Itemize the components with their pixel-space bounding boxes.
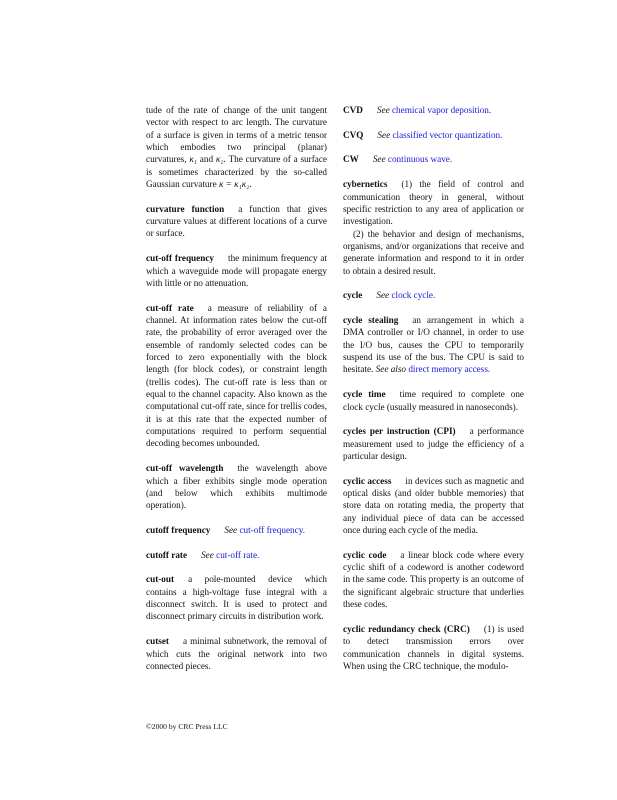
definition: time required to complete one clock cycle (usually measured in nanoseconds). (343, 389, 524, 412)
see-also-label: See also (375, 364, 407, 375)
entry-cvd (343, 104, 524, 116)
entry-cybernetics (343, 178, 524, 277)
entry-cutoff-frequency (146, 524, 327, 536)
definition: a measure of reliability of a channel. At information rates below the cut-off rate, the probability of error averaged over the ensemble of randomly selected codes can be forced to zero exponentially with the block length (for block codes), or constraint length (trellis codes). The cut-off rate is less than or equal to the channel capacity. Also known as the computational cut-off rate, since for trellis codes, it is at this rate that the expected number of computations required to perform sequential decoding becomes unbounded. (146, 302, 327, 449)
definition: (1) is used to detect transmission errors over communication channels in digital systems. When using the CRC technique, the modulo- (343, 623, 524, 671)
term: cutoff rate (146, 549, 188, 560)
definition: (1) the field of control and communication theory in general, without specific restriction to any area of application or investigation. (343, 179, 524, 227)
term: cyclic redundancy check (CRC) (343, 623, 470, 634)
term: curvature function (146, 203, 225, 214)
term: cut-off rate (146, 302, 194, 313)
see-label: See (372, 154, 386, 165)
cross-reference-link[interactable]: continuous wave (387, 154, 450, 165)
continued-paragraph (146, 104, 327, 190)
term: cutoff frequency (146, 524, 211, 535)
entry-cutoff-rate (146, 549, 327, 561)
term: cut-out (146, 574, 175, 585)
entry-cyclic-access (343, 475, 524, 537)
term: cutset (146, 636, 169, 647)
see-label: See (376, 290, 390, 301)
definition: a performance measurement used to judge the efficiency of a particular design. (343, 426, 524, 461)
see-label: See (201, 549, 214, 560)
see-label: See (224, 524, 238, 535)
link-end: . (433, 290, 436, 301)
link-end: . (449, 154, 453, 165)
entry-cycle-stealing (343, 314, 524, 376)
definition: a minimal subnetwork, the removal of which cuts the original network into two connected pieces. (146, 636, 327, 671)
gaussian-curvature-formula: κ = κ₁κ₂ (218, 179, 250, 190)
entry-cyclic-code (343, 549, 524, 611)
right-column (343, 104, 524, 685)
kappa-2: κ₂ (215, 154, 224, 165)
cross-reference-link[interactable]: chemical vapor deposition (391, 105, 489, 115)
continuation-text-1: tude of the rate of change of the unit tangent vector with respect to arc length. The curvature of a surface is given in terms of a metric tensor which embodies two principal (planar) curvatures, (146, 105, 327, 165)
term: cycle time (343, 389, 386, 400)
term: cut-off wavelength (146, 463, 224, 474)
cross-reference-link[interactable]: cut-off frequency (239, 524, 303, 535)
left-column (146, 104, 327, 685)
entry-cycle-time (343, 388, 524, 413)
continuation-end: . (249, 179, 252, 190)
link-end: . (488, 105, 492, 115)
entry-cw (343, 153, 524, 165)
entry-cycles-per-instruction (343, 425, 524, 462)
continuation-and: and (196, 154, 216, 165)
see-label: See (376, 105, 390, 115)
cross-reference-link[interactable]: clock cycle (391, 290, 434, 301)
cross-reference-link[interactable]: direct memory access (408, 364, 488, 375)
kappa-1: κ₁ (189, 154, 197, 165)
link-end: . (500, 129, 503, 140)
cross-reference-link[interactable]: classified vector quantization (392, 129, 501, 140)
definition: a function that gives curvature values at different locations of a curve or surface. (146, 203, 327, 239)
entry-cut-out (146, 573, 327, 622)
term: cyclic access (343, 475, 392, 486)
definition: a linear block code where every cyclic shift of a codeword is another codeword in the same code. This property is an outcome of the significant algebraic structure that underlies these codes. (343, 549, 525, 610)
entry-cut-off-rate (146, 302, 327, 450)
entry-cvq (343, 129, 524, 141)
entry-cut-off-frequency (146, 252, 327, 289)
term: cyclic code (343, 549, 387, 560)
definition: a pole-mounted device which contains a high-voltage fuse integral with a disconnect switch. It is used to protect and disconnect primary circuits in distribution work. (146, 574, 327, 622)
continuation-text-2: . The curvature of a surface is sometimes characterized by the so-called Gaussian curvature (146, 154, 328, 190)
entry-cyclic-redundancy-check (343, 623, 524, 672)
link-end: . (257, 549, 260, 560)
term: CVD (343, 105, 363, 115)
definition: the minimum frequency at which a waveguide mode will propagate energy with little or no attenuation. (146, 253, 327, 288)
entry-cycle (343, 289, 524, 301)
definition: in devices such as magnetic and optical disks (and older bubble memories) that store data on rotating media, the property that any individual piece of data can be accessed once during each cycle of the media. (343, 475, 524, 536)
entry-cutset (146, 635, 327, 672)
link-end: . (302, 524, 305, 535)
copyright-footer: ©2000 by CRC Press LLC (146, 722, 228, 731)
term: CVQ (343, 129, 364, 140)
term: cut-off frequency (146, 253, 215, 264)
cybernetics-def-1 (343, 178, 524, 227)
term: cycle (343, 290, 363, 301)
definition: the wavelength above which a fiber exhibits single mode operation (and below which exhibits multimode operation). (146, 463, 327, 511)
term: cybernetics (343, 179, 388, 190)
term: CW (343, 154, 359, 165)
definition: an arrangement in which a DMA controller or I/O channel, in order to use the I/O bus, causes the CPU to temporarily suspend its use of the bus. The CPU is said to hesitate. (343, 315, 524, 375)
cross-reference-link[interactable]: cut-off rate (216, 549, 258, 560)
term: cycles per instruction (CPI) (343, 426, 456, 437)
entry-curvature-function (146, 203, 327, 240)
link-end: . (487, 364, 491, 375)
entry-cut-off-wavelength (146, 462, 327, 511)
see-label: See (377, 129, 391, 140)
term: cycle stealing (343, 315, 399, 326)
cybernetics-def-2: (2) the behavior and design of mechanisms, organisms, and/or organizations that receive and generate information and respond to it in order to obtain a desired result. (343, 228, 524, 276)
